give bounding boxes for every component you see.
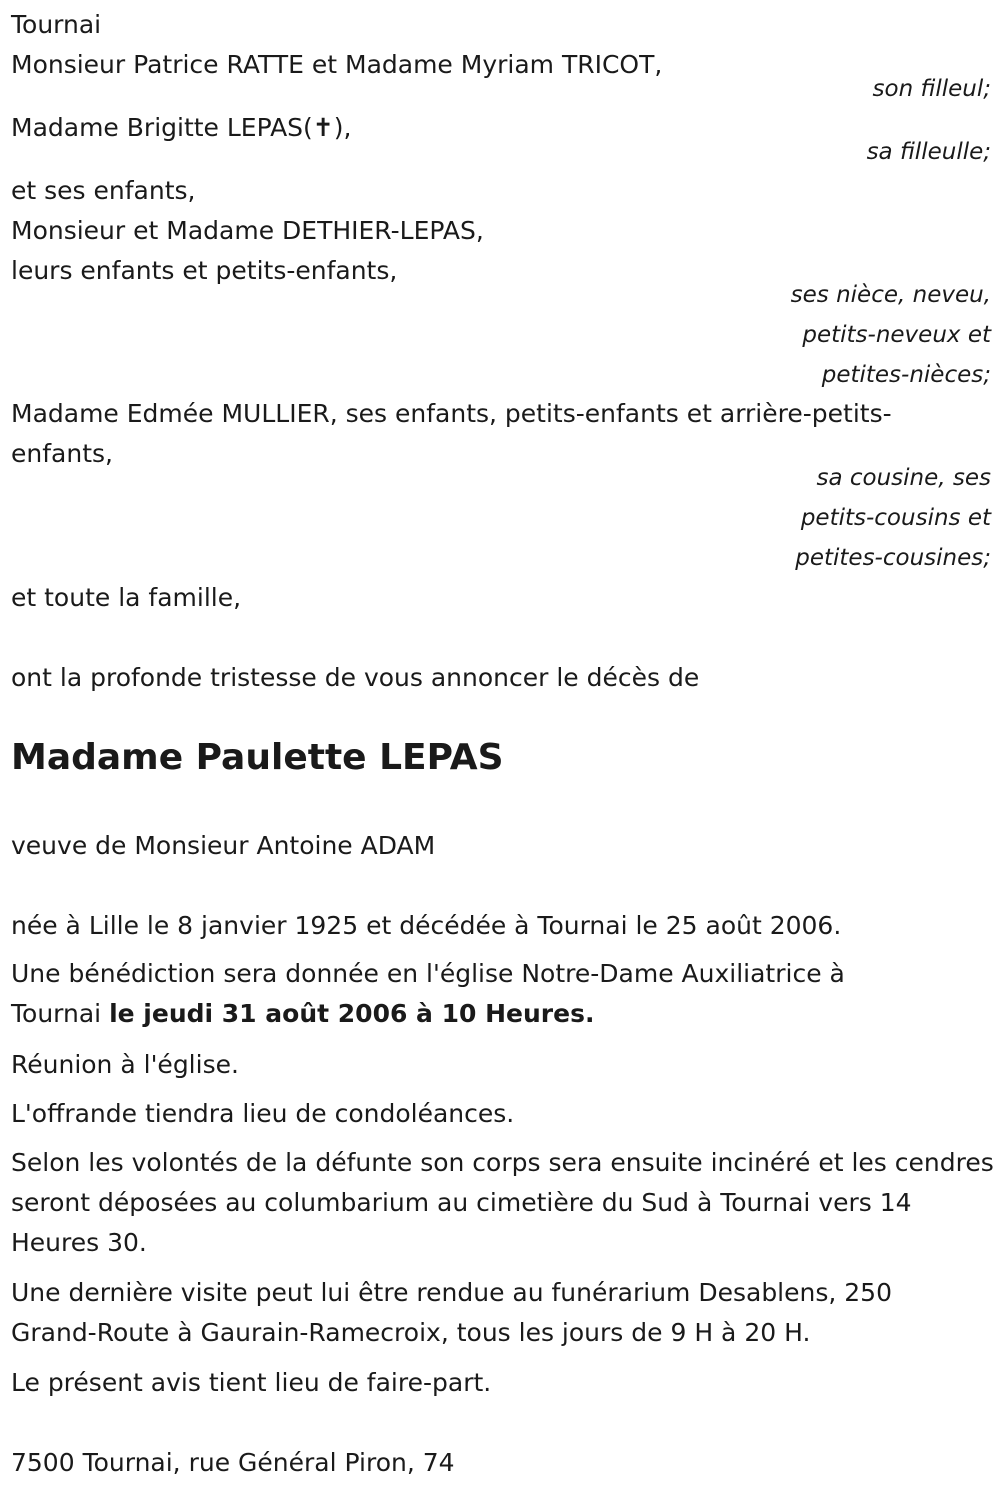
family-line-3: et ses enfants, — [11, 176, 196, 205]
family-line-2: Madame Brigitte LEPAS(✝), — [11, 113, 352, 142]
family-line-5: leurs enfants et petits-enfants, — [11, 256, 398, 285]
relation-niece-line-2: petits-neveux et — [802, 322, 991, 348]
relation-niece-line-3: petites-nièces; — [821, 362, 991, 388]
relation-niece-line-1: ses nièce, neveu, — [790, 282, 991, 308]
blessing — [11, 954, 931, 1034]
notice: Le présent avis tient lieu de faire-part. — [11, 1368, 492, 1397]
visit: Une dernière visite peut lui être rendue au funérarium Desablens, 250 Grand-Route à Gaurain-Ramecroix, tous les jours de 9 H à 20 H. — [11, 1278, 892, 1347]
relation-cousin-line-1: sa cousine, ses — [816, 465, 991, 491]
family-line-4: Monsieur et Madame DETHIER-LEPAS, — [11, 216, 484, 245]
deceased-name: Madame Paulette LEPAS — [11, 737, 504, 778]
address: 7500 Tournai, rue Général Piron, 74 — [11, 1448, 455, 1477]
family-line-7: et toute la famille, — [11, 583, 242, 612]
relation-goddaughter: sa filleulle; — [866, 139, 991, 165]
family-line-6: Madame Edmée MULLIER, ses enfants, petits-enfants et arrière-petits-enfants, — [11, 399, 892, 468]
meeting: Réunion à l'église. — [11, 1050, 239, 1079]
birth-death: née à Lille le 8 janvier 1925 et décédée à Tournai le 25 août 2006. — [11, 911, 842, 940]
announcement: ont la profonde tristesse de vous annoncer le décès de — [11, 663, 700, 692]
relation-cousin-line-2: petits-cousins et — [800, 505, 991, 531]
widow-of: veuve de Monsieur Antoine ADAM — [11, 831, 436, 860]
family-line-1: Monsieur Patrice RATTE et Madame Myriam TRICOT, — [11, 50, 663, 79]
city: Tournai — [11, 10, 102, 39]
offering: L'offrande tiendra lieu de condoléances. — [11, 1099, 515, 1128]
blessing-text: Une bénédiction sera donnée en l'église Notre-Dame Auxiliatrice à Tournai — [11, 959, 845, 1028]
blessing-date: le jeudi 31 août 2006 à 10 Heures. — [109, 999, 595, 1028]
relation-cousin-line-3: petites-cousines; — [795, 545, 991, 571]
relation-godson: son filleul; — [872, 76, 991, 102]
cremation: Selon les volontés de la défunte son corps sera ensuite incinéré et les cendres seront déposées au columbarium au cimetière du Sud à Tournai vers 14 Heures 30. — [11, 1148, 994, 1257]
